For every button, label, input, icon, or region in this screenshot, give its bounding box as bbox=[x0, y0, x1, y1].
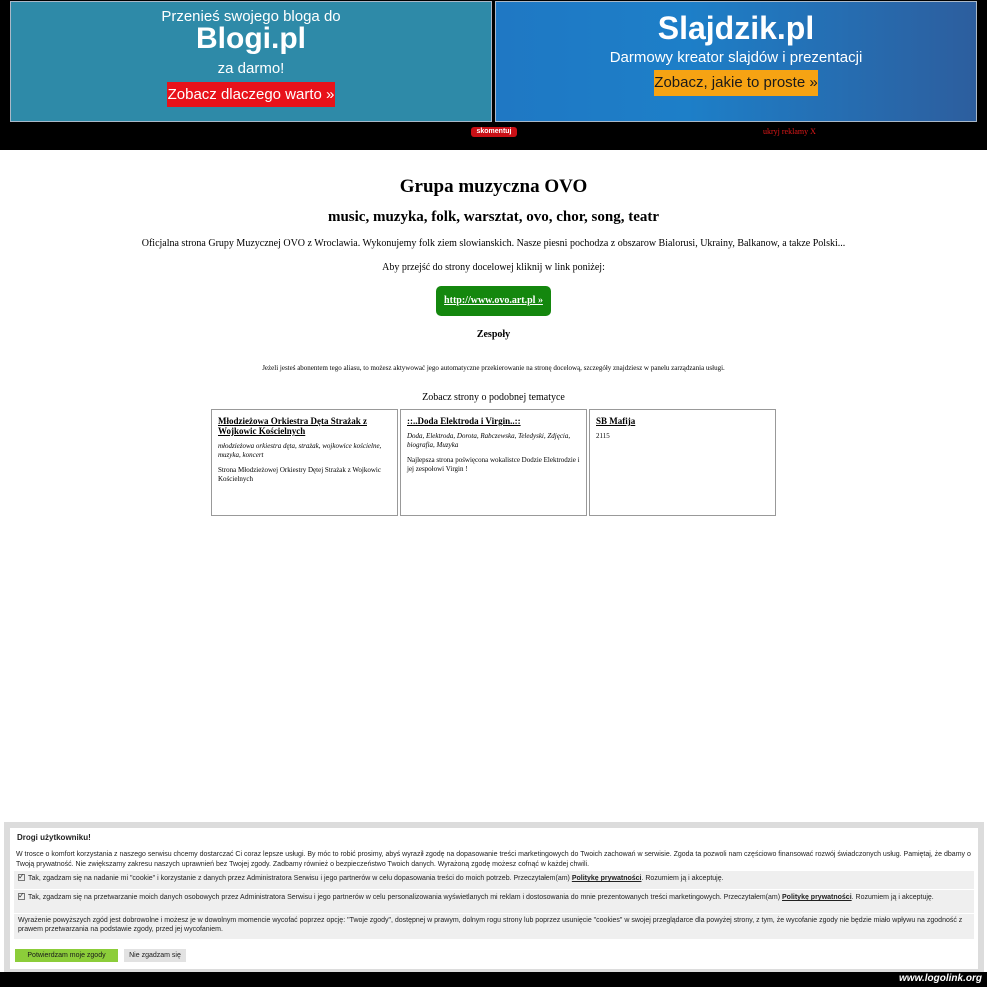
reject-consent-button[interactable]: Nie zgadzam się bbox=[124, 949, 186, 962]
similar-site-card bbox=[211, 409, 398, 516]
slajdzik-ad-banner[interactable] bbox=[495, 1, 977, 122]
similar-site-description: Najlepsza strona poświęcona wokalistce Dodzie Elektrodzie i jej zespołowi Virgin ! bbox=[407, 456, 580, 473]
privacy-policy-link[interactable]: Politykę prywatności bbox=[782, 894, 852, 901]
similar-site-card bbox=[400, 409, 587, 516]
similar-site-keywords: Doda, Elektroda, Dorota, Rabczewska, Teledyski, Zdjęcia, biografia, Muzyka bbox=[407, 432, 571, 449]
page-title: Grupa muzyczna OVO bbox=[399, 176, 588, 197]
similar-site-title[interactable]: ::..Doda Elektroda i Virgin..:: bbox=[407, 416, 521, 426]
slajdzik-ad-brand: Slajdzik.pl bbox=[657, 10, 815, 46]
similar-site-card bbox=[589, 409, 776, 516]
page-tags: music, muzyka, folk, warsztat, ovo, chor, song, teatr bbox=[327, 209, 660, 225]
privacy-policy-link[interactable]: Politykę prywatności bbox=[571, 875, 642, 882]
blogi-ad-brand: Blogi.pl bbox=[196, 22, 306, 55]
cookie-intro-text: W trosce o komfort korzystania z naszego serwisu chcemy dostarczać Ci coraz lepsze usługi. By móc to robić prosimy, abyś wyraził zgodę na dopasowanie treści marketingowych do Twoich zachowań w serwisie. Zgoda ta pozwoli nam częściowo finansować rozwój świadczonych usług. Pamiętaj, że dbamy o Twoją prywatność. Nie zwiększamy zakresu naszych uprawnień bez Twojej zgody. Zadbamy również o bezpieczeństwo Twoich danych. Wyrażoną zgodę możesz cofnąć w każdej chwili. bbox=[16, 851, 971, 868]
logolink-watermark: www.logolink.org bbox=[899, 973, 982, 984]
consent-cookies-text: Tak, zgadzam się na nadanie mi "cookie" i korzystanie z danych przez Administratora Serwisu i jego partnerów w celu dopasowania treści do moich potrzeb. Przeczytałem(am) bbox=[28, 875, 570, 882]
similar-site-keywords: młodzieżowa orkiestra dęta, strażak, wojkowice kościelne, muzyka, koncert bbox=[218, 442, 382, 459]
accept-consent-button[interactable]: Potwierdzam moje zgody bbox=[15, 949, 118, 962]
teams-category-label[interactable]: Zespoły bbox=[476, 329, 511, 340]
similar-site-description: 2115 bbox=[596, 432, 610, 440]
consent-cookies-checkbox[interactable] bbox=[18, 874, 25, 881]
consent-cookies-row bbox=[14, 871, 974, 889]
slajdzik-ad-button[interactable]: Zobacz, jakie to proste » bbox=[654, 70, 818, 96]
similar-site-title[interactable]: SB Mafija bbox=[596, 416, 636, 426]
redirect-instruction: Aby przejść do strony docelowej kliknij w link poniżej: bbox=[382, 262, 605, 273]
target-site-link[interactable]: http://www.ovo.art.pl » bbox=[436, 286, 551, 316]
consent-personal-data-tail: . Rozumiem ją i akceptuję. bbox=[851, 894, 934, 901]
similar-site-title[interactable]: Młodzieżowa Orkiestra Dęta Strażak z Wojkowic Kościelnych bbox=[218, 416, 367, 436]
consent-personal-data-checkbox[interactable] bbox=[18, 893, 25, 900]
similar-site-description: Strona Młodzieżowej Orkiestry Dętej Strażak z Wojkowic Kościelnych bbox=[218, 466, 381, 483]
cookie-title: Drogi użytkowniku! bbox=[17, 833, 91, 842]
blogi-ad-line3: za darmo! bbox=[217, 60, 285, 77]
top-ad-bar bbox=[0, 0, 987, 150]
cookie-consent-panel bbox=[4, 822, 984, 972]
consent-personal-data-row bbox=[14, 890, 974, 913]
page-description: Oficjalna strona Grupy Muzycznej OVO z Wroclawia. Wykonujemy folk ziem slowianskich. Nasze piesni pochodza z obszarow Bialorusi, Ukrainy, Balkanow, a takze Polski... bbox=[141, 238, 846, 249]
hide-ads-link[interactable]: ukryj reklamy X bbox=[763, 127, 816, 136]
blogi-ad-button[interactable]: Zobacz dlaczego warto » bbox=[167, 82, 335, 107]
blogi-ad-banner[interactable] bbox=[10, 1, 492, 122]
comment-button[interactable]: skomentuj bbox=[471, 127, 517, 137]
cookie-consent-box bbox=[10, 828, 978, 969]
consent-cookies-tail: . Rozumiem ją i akceptuję. bbox=[641, 875, 724, 882]
consent-personal-data-text: Tak, zgadzam się na przetwarzanie moich danych osobowych przez Administratora Serwisu i jego partnerów w celu personalizowania wyświetlanych mi reklam i dostosowania do mnie prezentowanych treści marketingowych. Przeczytałem(am) bbox=[28, 894, 781, 901]
slajdzik-ad-tagline: Darmowy kreator slajdów i prezentacji bbox=[609, 49, 863, 66]
bottom-strip bbox=[0, 972, 987, 987]
similar-sites-heading: Zobacz strony o podobnej tematyce bbox=[422, 392, 565, 403]
cookie-withdraw-text: Wyrażenie powyższych zgód jest dobrowolne i możesz je w dowolnym momencie wycofać poprzez opcję: "Twoje zgody", dostępnej w prawym, dolnym rogu strony lub poprzez usunięcie "cookies" w swojej przeglądarce dla powyżej strony, z tym, że wycofanie zgody nie będzie miało wpływu na zgodność z prawem przetwarzania na podstawie zgody, przed jej wycofaniem. bbox=[14, 914, 974, 939]
blogi-ad-line1: Przenieś swojego bloga do bbox=[161, 8, 341, 25]
subscriber-note: Jeżeli jesteś abonentem tego aliasu, to możesz aktywować jego automatyczne przekierowanie na stronę docelową, szczegóły znajdziesz w panelu zarządzania usługi. bbox=[262, 364, 725, 372]
